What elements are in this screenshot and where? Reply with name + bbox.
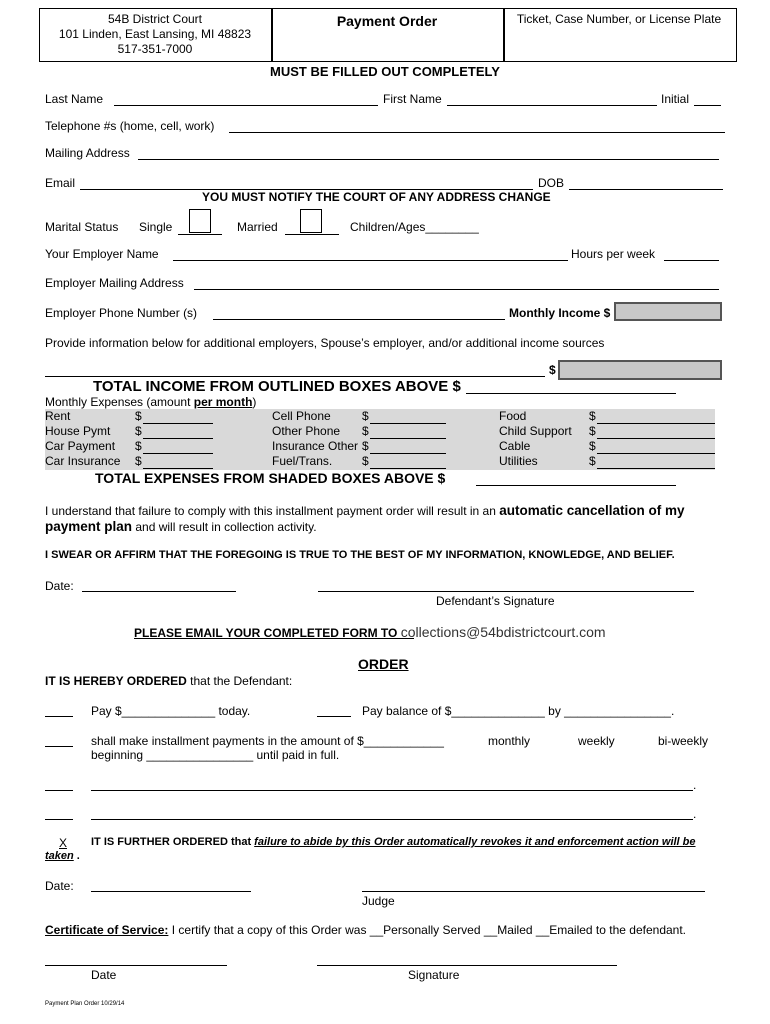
expenses-heading-prefix: Monthly Expenses (amount [45,395,194,409]
expense-amount-field[interactable] [143,453,213,454]
employer-name-field[interactable] [173,260,568,261]
certificate-text: I certify that a copy of this Order was __Personally Served __Mailed __Emailed to the defendant. [168,923,687,937]
installment-text: shall make installment payments in the amount of $____________ [91,734,444,748]
married-label: Married [237,220,278,234]
page-title: Payment Order [336,13,438,29]
additional-income-field[interactable] [45,376,545,377]
statement-line1-emph: automatic cancellation of my [499,503,685,518]
initial-field[interactable] [694,105,721,106]
expense-label: Utilities [499,454,538,468]
total-income-field[interactable] [466,393,676,394]
other-order-line-1[interactable] [91,790,693,791]
expenses-shaded-area [45,409,715,470]
pay-balance-text: Pay balance of $______________ by ________________. [362,704,675,718]
dob-label: DOB [538,176,565,190]
judge-signature-field[interactable] [362,891,705,892]
further-order-check[interactable] [45,836,81,850]
additional-income-box[interactable] [558,360,722,380]
court-address: 101 Linden, East Lansing, MI 48823 [58,27,252,41]
further-order-emph: failure to abide by this Order automatically revokes it and enforcement action will be [254,836,696,848]
expense-label: Fuel/Trans. [272,454,333,468]
expense-dollar: $ [589,439,596,453]
further-order-taken [45,850,80,862]
expense-dollar: $ [362,439,369,453]
children-ages-label: Children/Ages________ [350,220,479,234]
certificate-label: Certificate of Service: [45,923,169,937]
expense-amount-field[interactable] [143,438,213,439]
hours-per-week-field[interactable] [664,260,719,261]
expense-dollar: $ [135,409,142,423]
expense-amount-field[interactable] [597,468,715,469]
expense-amount-field[interactable] [143,468,213,469]
statement-line2-text: and will result in collection activity. [132,520,317,534]
married-line [285,234,339,235]
expenses-heading [45,395,256,409]
additional-income-note: Provide information below for additional employers, Spouse’s employer, and/or additional income sources [45,336,605,350]
taken-text: taken [45,850,74,862]
email-label: Email [45,176,76,190]
statement-line1-text: I understand that failure to comply with this installment payment order will result in an [45,504,500,518]
other-order-line-2[interactable] [91,819,693,820]
email-instruction-text: PLEASE EMAIL YOUR COMPLETED FORM TO [134,626,401,640]
expense-dollar: $ [135,454,142,468]
order-intro [45,674,292,688]
first-name-label: First Name [383,92,442,106]
expense-dollar: $ [589,454,596,468]
expense-dollar: $ [362,454,369,468]
order-intro-bold: IT IS HEREBY ORDERED [45,674,187,688]
beginning-text: beginning ________________ until paid in full. [91,748,340,762]
installment-check[interactable] [45,746,73,747]
expense-dollar: $ [135,439,142,453]
expenses-heading-suffix: ) [252,395,257,409]
total-income-label: TOTAL INCOME FROM OUTLINED BOXES ABOVE $ [93,378,461,395]
hours-per-week-label: Hours per week [571,247,656,261]
expense-dollar: $ [589,424,596,438]
monthly-option[interactable]: monthly [488,734,531,748]
total-expenses-label: TOTAL EXPENSES FROM SHADED BOXES ABOVE $ [95,470,446,486]
footer-signature-label: Signature [408,968,460,982]
single-line [178,234,222,235]
biweekly-option[interactable]: bi-weekly [658,734,709,748]
expense-label: Food [499,409,527,423]
expense-label: Cable [499,439,531,453]
further-order-bold: IT IS FURTHER ORDERED that [91,836,255,848]
form-id: Payment Plan Order 10/29/14 [45,1001,125,1007]
expense-dollar: $ [362,409,369,423]
expense-label: Rent [45,409,71,423]
x-mark: X [59,836,68,850]
expense-amount-field[interactable] [370,423,446,424]
defendant-date-field[interactable] [82,591,236,592]
married-checkbox[interactable] [300,209,322,233]
further-order-text [91,836,696,848]
pay-balance-check[interactable] [317,716,351,717]
expense-label: Other Phone [272,424,341,438]
statement-line2 [45,519,317,534]
expense-label: Cell Phone [272,409,331,423]
email-instruction-underline [134,638,414,639]
expense-amount-field[interactable] [370,438,446,439]
pay-today-text: Pay $______________ today. [91,704,251,718]
monthly-income-box[interactable] [614,302,722,321]
single-label: Single [139,220,173,234]
other-order-period-2: . [693,807,697,821]
expense-label: Car Insurance [45,454,121,468]
statement-line1 [45,503,685,518]
first-name-field[interactable] [447,105,657,106]
last-name-field[interactable] [114,105,378,106]
certificate-of-service [45,923,686,937]
mailing-address-field[interactable] [138,159,719,160]
footer-date-label: Date [91,968,117,982]
statement-line2-emph: payment plan [45,519,133,534]
affirm-statement: I SWEAR OR AFFIRM THAT THE FOREGOING IS TRUE TO THE BEST OF MY INFORMATION, KNOWLEDGE, AND BELIEF. [45,549,675,561]
monthly-income-label: Monthly Income $ [509,306,611,320]
order-intro-text: that the Defendant: [186,674,293,688]
expense-dollar: $ [362,424,369,438]
expense-dollar: $ [135,424,142,438]
mailing-address-label: Mailing Address [45,146,130,160]
employer-name-label: Your Employer Name [45,247,159,261]
telephone-field[interactable] [229,132,725,133]
expense-label: House Pymt [45,424,111,438]
other-order-period-1: . [693,778,697,792]
ticket-label: Ticket, Case Number, or License Plate [516,12,722,26]
expense-amount-field[interactable] [597,438,715,439]
expenses-heading-emph: per month [193,395,253,409]
expense-amount-field[interactable] [597,453,715,454]
expense-dollar: $ [589,409,596,423]
telephone-label: Telephone #s (home, cell, work) [45,119,215,133]
defendant-date-label: Date: [45,579,74,593]
judge-date-field[interactable] [91,891,251,892]
footer-signature-field[interactable] [317,965,617,966]
defendant-signature-field[interactable] [318,591,694,592]
initial-label: Initial [661,92,690,106]
expense-amount-field[interactable] [597,423,715,424]
employer-phone-field[interactable] [213,319,505,320]
order-title: ORDER [358,656,409,672]
fill-notice: MUST BE FILLED OUT COMPLETELY [270,64,500,79]
taken-tail: . [73,850,80,862]
total-expenses-field[interactable] [476,485,676,486]
expense-label: Car Payment [45,439,116,453]
marital-status-label: Marital Status [45,220,119,234]
defendant-signature-label: Defendant’s Signature [436,594,555,608]
expense-amount-field[interactable] [370,453,446,454]
employer-mailing-label: Employer Mailing Address [45,276,184,290]
expense-label: Child Support [499,424,572,438]
expense-amount-field[interactable] [370,468,446,469]
address-change-notice: YOU MUST NOTIFY THE COURT OF ANY ADDRESS CHANGE [202,190,551,204]
footer-date-field[interactable] [45,965,227,966]
other-order-check-2[interactable] [45,819,73,820]
employer-mailing-field[interactable] [194,289,719,290]
email-address[interactable]: collections@54bdistrictcourt.com [400,624,606,640]
court-phone: 517-351-7000 [117,42,193,56]
expense-label: Insurance Other [272,439,359,453]
court-name: 54B District Court [107,12,203,26]
pay-today-check[interactable] [45,716,73,717]
other-order-check-1[interactable] [45,790,73,791]
dob-field[interactable] [569,189,723,190]
additional-income-dollar: $ [549,363,556,377]
judge-label: Judge [362,894,395,908]
employer-phone-label: Employer Phone Number (s) [45,306,198,320]
single-checkbox[interactable] [189,209,211,233]
judge-date-label: Date: [45,879,74,893]
last-name-label: Last Name [45,92,104,106]
expense-amount-field[interactable] [143,423,213,424]
weekly-option[interactable]: weekly [578,734,615,748]
